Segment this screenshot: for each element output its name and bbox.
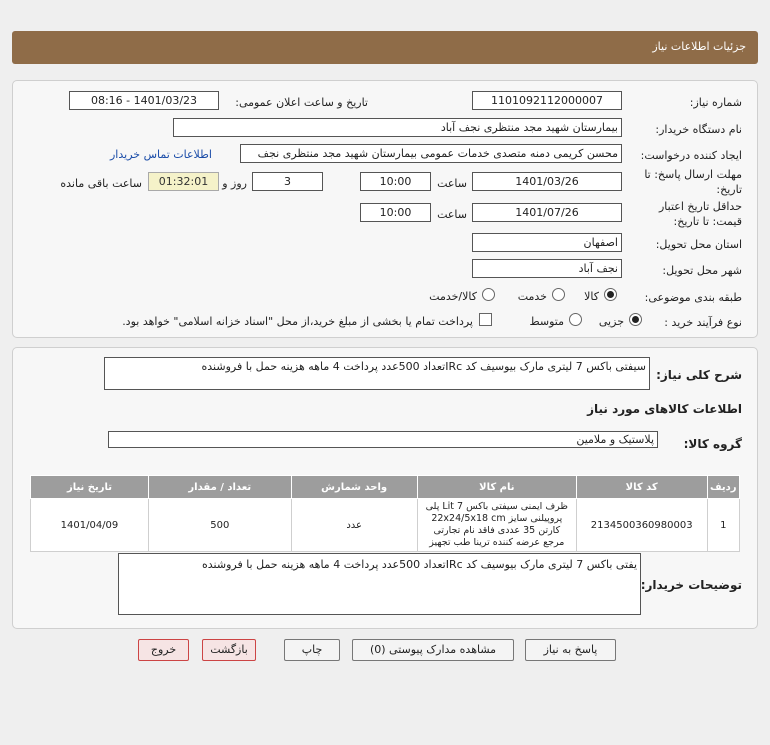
category-option-goods: کالا [584,290,599,303]
purchase-option-minor: جزیی [598,315,624,328]
category-label: طبقه بندی موضوعی: [644,291,742,304]
announce-datetime-field: 1401/03/23 - 08:16 [69,91,219,110]
summary-label: شرح کلی نیاز: [656,368,742,382]
reply-deadline-label-line1: مهلت ارسال پاسخ: تا [644,168,742,181]
print-button[interactable]: چاپ [284,639,340,661]
page-header [12,31,758,64]
col-qty-header: تعداد / مقدار [148,476,291,499]
treasury-checkbox[interactable] [479,313,492,329]
validity-date-field: 1401/07/26 [472,203,622,222]
buyer-notes-field: یفتی باکس 7 لیتری مارک بیوسیف کد IRcتعداد 500عدد پرداخت 4 ماهه هزینه حمل با فروشنده [118,553,641,615]
table-header-row [31,476,740,499]
province-field: اصفهان [472,233,622,252]
reply-deadline-label [644,167,742,197]
col-code-header: کد کالا [576,476,707,499]
price-validity-label-line1: حداقل تاریخ اعتبار [658,200,742,213]
reply-deadline-label-line2: تاریخ: [716,183,742,196]
purchase-radio-medium[interactable] [569,313,582,329]
attachments-button[interactable]: مشاهده مدارک پیوستی (0) [352,639,514,661]
buyer-org-label: نام دستگاه خریدار: [655,123,742,136]
summary-field: سیفتی باکس 7 لیتری مارک بیوسیف کد IRcتعداد 500عدد پرداخت 4 ماهه هزینه حمل با فروشنده [104,357,650,390]
cell-qty: 500 [148,499,291,552]
purchase-type-label: نوع فرآیند خرید : [664,316,742,329]
buyer-org-field: بیمارستان شهید مجد منتظری نجف آباد [173,118,622,137]
radio-checked-icon [629,313,642,326]
cell-date: 1401/04/09 [31,499,149,552]
page-title: جزئیات اطلاعات نیاز [652,40,746,53]
back-button[interactable]: بازگشت [202,639,256,661]
requester-field: محسن کریمی دمنه متصدی خدمات عمومی بیمارستان شهید مجد منتظری نجف [240,144,622,163]
category-radio-goods[interactable] [604,288,617,304]
cell-row: 1 [707,499,739,552]
table-row [31,499,740,552]
radio-unchecked-icon [569,313,582,326]
radio-unchecked-icon [552,288,565,301]
province-label: استان محل تحویل: [655,238,742,251]
category-radio-service[interactable] [552,288,565,304]
col-date-header: تاریخ نیاز [31,476,149,499]
goods-table [30,475,740,552]
price-validity-label [659,199,742,229]
buyer-contact-link[interactable]: اطلاعات تماس خریدار [110,148,212,161]
requester-label: ایجاد کننده درخواست: [640,149,742,162]
reply-time-field: 10:00 [360,172,431,191]
remaining-time-field: 01:32:01 [148,172,219,191]
goods-group-label: گروه کالا: [683,437,742,451]
category-radio-goods-service[interactable] [482,288,495,304]
validity-time-label: ساعت [437,208,467,221]
category-option-goods-service: کالا/خدمت [429,290,477,303]
radio-unchecked-icon [482,288,495,301]
reply-days-field: 3 [252,172,323,191]
category-option-service: خدمت [517,290,547,303]
cell-name: ظرف ایمنی سیفتی باکس Lit 7 پلی پروپیلنی سایز 22x24/5x18 cm کارتن 35 عددی فاقد نام تجارتی مرجع عرضه کننده ترینا طب تجهیز [417,499,576,552]
col-unit-header: واحد شمارش [291,476,417,499]
reply-date-field: 1401/03/26 [472,172,622,191]
cell-unit: عدد [291,499,417,552]
purchase-option-medium: متوسط [529,315,564,328]
city-label: شهر محل تحویل: [662,264,742,277]
remaining-time-label: ساعت باقی مانده [60,177,142,190]
goods-section-title: اطلاعات کالاهای مورد نیاز [587,402,742,416]
goods-group-field: پلاستیک و ملامین [108,431,658,448]
buyer-notes-label: توضیحات خریدار: [640,578,742,592]
cell-code: 2134500360980003 [576,499,707,552]
exit-button[interactable]: خروج [138,639,189,661]
payment-note: پرداخت تمام یا بخشی از مبلغ خرید،از محل "اسناد خزانه اسلامی" خواهد بود. [122,315,473,328]
checkbox-icon [479,313,492,326]
reply-time-label: ساعت [437,177,467,190]
need-number-field: 1101092112000007 [472,91,622,110]
announce-datetime-label: تاریخ و ساعت اعلان عمومی: [235,96,368,109]
radio-checked-icon [604,288,617,301]
reply-days-label: روز و [222,177,247,190]
col-row-header: ردیف [707,476,739,499]
city-field: نجف آباد [472,259,622,278]
need-number-label: شماره نیاز: [689,96,742,109]
validity-time-field: 10:00 [360,203,431,222]
reply-button[interactable]: پاسخ به نیاز [525,639,616,661]
col-name-header: نام کالا [417,476,576,499]
price-validity-label-line2: قیمت: تا تاریخ: [673,215,742,228]
purchase-radio-minor[interactable] [629,313,642,329]
